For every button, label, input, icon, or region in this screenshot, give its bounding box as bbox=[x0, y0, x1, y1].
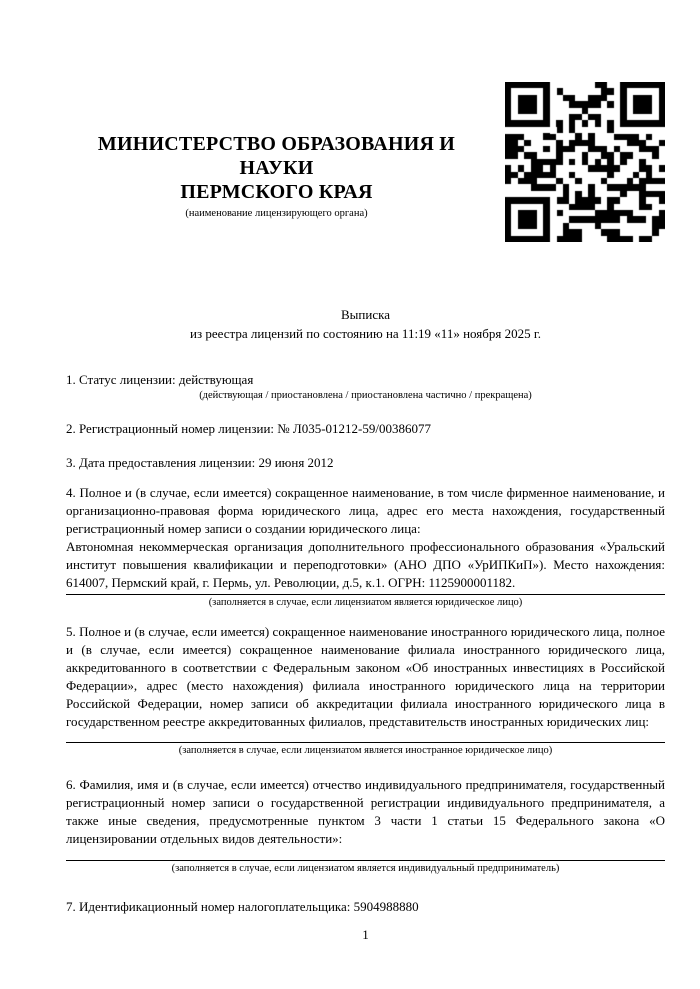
field-registration-number: 2. Регистрационный номер лицензии: № Л035-01212-59/00386077 bbox=[66, 421, 432, 436]
field-foreign-entity: 5. Полное и (в случае, если имеется) сокращенное наименование иностранного юридического лица, полное и (в случае, если имеется) сокращенное наименование филиала иностранного юридического лица, аккредитованного в соответствии с Федеральным законом «Об иностранных инвестициях в Российской Федерации», адрес (место нахождения) филиала иностранного юридического лица на территории Российской Федерации, номер записи об аккредитации филиала иностранного юридического лица в государственном реестре аккредитованных филиалов, представительств иностранных юридических лиц: bbox=[66, 624, 665, 729]
ministry-name-line1: МИНИСТЕРСТВО ОБРАЗОВАНИЯ И НАУКИ bbox=[97, 133, 456, 179]
licensing-authority-note: (наименование лицензирующего органа) bbox=[185, 208, 368, 219]
document-title-line1: Выписка bbox=[341, 307, 390, 322]
entrepreneur-note: (заполняется в случае, если лицензиатом является индивидуальный предприниматель) bbox=[171, 863, 560, 874]
field-legal-entity-value: Автономная некоммерческая организация дополнительного профессионального образования «Уральский институт повышения квалификации и переподготовки» (АНО ДПО «УрИПКиП»). Место нахождения: 614007, Пермский край, г. Пермь, ул. Революции, д.5, к.1. ОГРН: 1125900001182. bbox=[66, 539, 665, 590]
page-number: 1 bbox=[362, 927, 369, 942]
ministry-name-line2: ПЕРМСКОГО КРАЯ bbox=[180, 181, 373, 203]
fill-line-entrepreneur bbox=[66, 860, 665, 861]
document-header bbox=[66, 82, 665, 242]
qr-code-icon bbox=[505, 82, 665, 242]
fill-line-foreign-entity bbox=[66, 742, 665, 743]
foreign-entity-note: (заполняется в случае, если лицензиатом является иностранное юридическое лицо) bbox=[178, 745, 553, 756]
field-taxpayer-number: 7. Идентификационный номер налогоплательщика: 5904988880 bbox=[66, 899, 419, 914]
field-legal-entity-intro: 4. Полное и (в случае, если имеется) сокращенное наименование, в том числе фирменное наименование, и организационно-правовая форма юридического лица, адрес его места нахождения, государственный регистрационный номер записи о создании юридического лица: bbox=[66, 485, 665, 536]
field-license-status: 1. Статус лицензии: действующая bbox=[66, 372, 254, 387]
license-status-options-note: (действующая / приостановлена / приостановлена частично / прекращена) bbox=[199, 390, 532, 401]
field-entrepreneur: 6. Фамилия, имя и (в случае, если имеется) отчество индивидуального предпринимателя, государственный регистрационный номер записи о государственной регистрации индивидуального предпринимателя, а также иные сведения, предусмотренные пунктом 3 части 1 статьи 15 Федерального закона «О лицензировании отдельных видов деятельности»: bbox=[66, 777, 665, 846]
document-title bbox=[66, 305, 665, 343]
document-title-line2: из реестра лицензий по состоянию на 11:19 «11» ноября 2025 г. bbox=[190, 326, 541, 341]
legal-entity-note: (заполняется в случае, если лицензиатом является юридическое лицо) bbox=[208, 597, 523, 608]
licensing-authority-block bbox=[66, 82, 505, 220]
fill-line-legal-entity bbox=[66, 594, 665, 595]
field-grant-date: 3. Дата предоставления лицензии: 29 июня 2012 bbox=[66, 455, 334, 470]
